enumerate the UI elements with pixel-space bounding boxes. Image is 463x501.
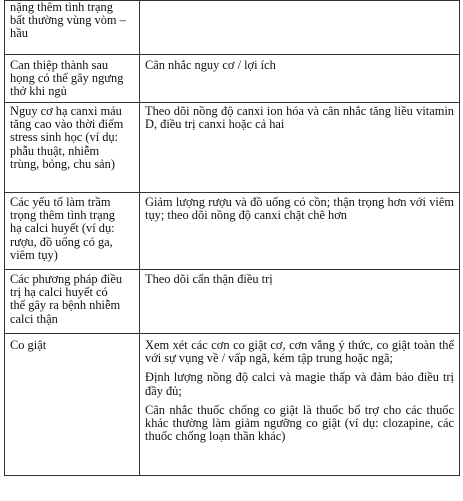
cell-line: tăng cao vào thời điểm — [10, 117, 124, 132]
cell-line: rượu, đồ uống có ga, — [10, 234, 113, 249]
recommendation-text: Xem xét các cơn co giật cơ, cơn vắng ý thức, co giật toàn thể với sự vụng về / vấp ngã, kém tập trung hoặc ngã; — [145, 338, 454, 366]
table-row — [5, 334, 460, 476]
condition-cell — [5, 103, 140, 193]
recommendation-cell — [140, 270, 460, 334]
cell-line: phẫu thuật, nhiễm — [10, 143, 100, 158]
cell-line: Co giật — [10, 338, 47, 352]
recommendation-cell — [140, 334, 460, 476]
cell-line: bất thường vùng vòm – — [10, 13, 126, 28]
table-row — [5, 103, 460, 193]
cell-line: trị hạ calci huyết có — [10, 285, 108, 300]
condition-cell — [5, 334, 140, 476]
condition-cell — [5, 193, 140, 270]
condition-cell — [5, 1, 140, 55]
condition-cell — [5, 270, 140, 334]
recommendation-text: Cân nhắc thuốc chống co giật là thuốc bổ trợ cho các thuốc khác thường làm giảm ngưỡng co giật (ví dụ: clozapine, các thuốc chống loạn thần khác) — [145, 402, 454, 444]
recommendation-text: Cân nhắc nguy cơ / lợi ích — [145, 58, 276, 72]
table-row — [5, 55, 460, 103]
recommendation-cell — [140, 55, 460, 103]
cell-line: nặng thêm tình trạng — [10, 0, 113, 14]
recommendation-text: Theo dõi nồng độ canxi ion hóa và cân nhắc tăng liều vitamin D, điều trị canxi hoặc cả hai — [145, 104, 454, 132]
cell-line: Nguy cơ hạ canxi máu — [10, 104, 122, 118]
table-row — [5, 193, 460, 270]
recommendation-text: Giảm lượng rượu và đồ uống có cồn; thận trọng hơn với viêm tụy; theo dõi nồng độ canxi chặt chẽ hơn — [145, 195, 454, 223]
table-row — [5, 270, 460, 334]
condition-cell — [5, 55, 140, 103]
cell-line: thở khi ngủ — [10, 84, 67, 99]
cell-line: trọng thêm tình trạng — [10, 208, 115, 223]
cell-line: Can thiệp thành sau — [10, 58, 109, 72]
cell-line: calci thận — [10, 311, 58, 326]
recommendation-cell — [140, 1, 460, 55]
cell-line: stress sinh học (ví dụ: — [10, 130, 119, 145]
recommendation-text: Định lượng nồng độ calci và magie thấp và đảm bảo điều trị đầy đủ; — [145, 370, 454, 398]
cell-line: Các yếu tố làm trầm — [10, 195, 111, 209]
cell-line: hạ calci huyết (ví dụ: — [10, 221, 115, 236]
cell-line: Các phương pháp điều — [10, 272, 123, 286]
recommendation-text: Theo dõi cẩn thận điều trị — [145, 272, 273, 286]
cell-line: viêm tụy) — [10, 247, 58, 262]
table-row — [5, 1, 460, 55]
cell-line: họng có thể gây ngưng — [10, 71, 124, 86]
cell-line: hầu — [10, 26, 28, 41]
cell-line: thể gây ra bệnh nhiễm — [10, 298, 121, 313]
clinical-guidance-table — [4, 0, 460, 476]
recommendation-cell — [140, 193, 460, 270]
recommendation-cell — [140, 103, 460, 193]
cell-line: trùng, bỏng, chu sản) — [10, 156, 115, 171]
